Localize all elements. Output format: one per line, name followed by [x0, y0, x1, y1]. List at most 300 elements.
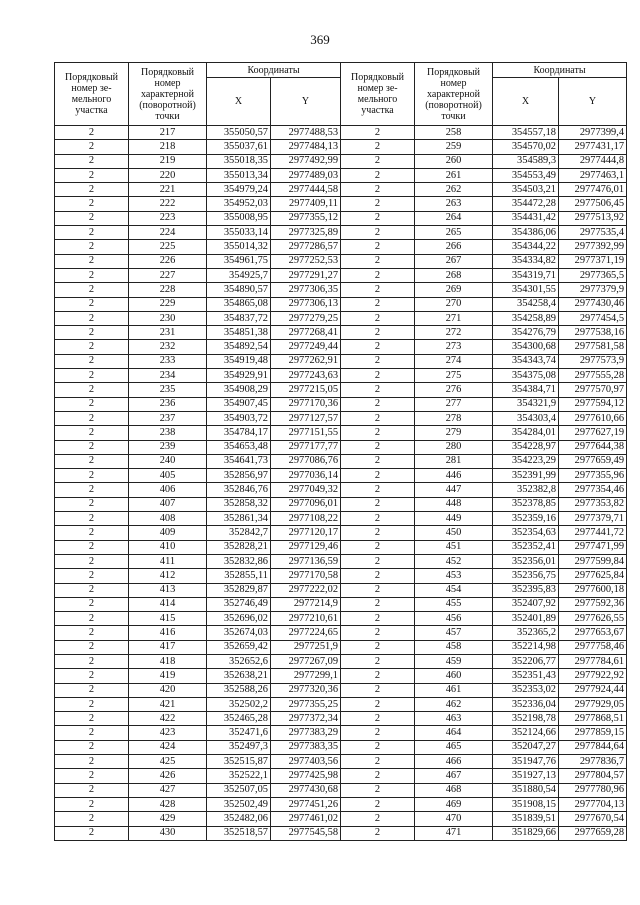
cell-coord-x: 352356,75 [493, 569, 559, 583]
table-row [55, 168, 627, 182]
cell-point-number: 238 [129, 426, 207, 440]
cell-point-number: 422 [129, 712, 207, 726]
cell-coord-y: 2977355,25 [271, 697, 341, 711]
cell-point-number: 269 [415, 283, 493, 297]
table-row [55, 797, 627, 811]
cell-parcel-number: 2 [55, 183, 129, 197]
cell-coord-y: 2977120,17 [271, 526, 341, 540]
cell-parcel-number: 2 [55, 383, 129, 397]
cell-coord-y: 2977570,97 [559, 383, 627, 397]
cell-coord-x: 354343,74 [493, 354, 559, 368]
cell-coord-y: 2977383,29 [271, 726, 341, 740]
cell-point-number: 416 [129, 626, 207, 640]
cell-point-number: 423 [129, 726, 207, 740]
cell-coord-x: 352855,11 [207, 569, 271, 583]
table-body [55, 126, 627, 841]
cell-point-number: 414 [129, 597, 207, 611]
cell-coord-x: 354223,29 [493, 454, 559, 468]
cell-parcel-number: 2 [341, 640, 415, 654]
cell-coord-x: 352365,2 [493, 626, 559, 640]
cell-coord-y: 2977096,01 [271, 497, 341, 511]
cell-coord-x: 352395,83 [493, 583, 559, 597]
cell-point-number: 239 [129, 440, 207, 454]
cell-point-number: 448 [415, 497, 493, 511]
cell-point-number: 224 [129, 226, 207, 240]
cell-point-number: 470 [415, 812, 493, 826]
cell-coord-y: 2977036,14 [271, 469, 341, 483]
table-row [55, 297, 627, 311]
cell-coord-y: 2977214,9 [271, 597, 341, 611]
cell-coord-x: 352674,03 [207, 626, 271, 640]
cell-point-number: 467 [415, 769, 493, 783]
cell-point-number: 274 [415, 354, 493, 368]
cell-coord-y: 2977355,96 [559, 469, 627, 483]
table-row [55, 268, 627, 282]
cell-coord-y: 2977506,45 [559, 197, 627, 211]
cell-coord-x: 354961,75 [207, 254, 271, 268]
cell-coord-y: 2977306,35 [271, 283, 341, 297]
cell-coord-y: 2977594,12 [559, 397, 627, 411]
cell-parcel-number: 2 [55, 712, 129, 726]
table-row [55, 826, 627, 840]
cell-coord-y: 2977430,68 [271, 783, 341, 797]
cell-coord-x: 352652,6 [207, 654, 271, 668]
cell-coord-y: 2977262,91 [271, 354, 341, 368]
cell-parcel-number: 2 [341, 126, 415, 140]
cell-parcel-number: 2 [55, 526, 129, 540]
cell-coord-y: 2977600,18 [559, 583, 627, 597]
table-row [55, 140, 627, 154]
cell-coord-x: 354284,01 [493, 426, 559, 440]
cell-parcel-number: 2 [55, 740, 129, 754]
cell-coord-x: 354908,29 [207, 383, 271, 397]
cell-parcel-number: 2 [341, 369, 415, 383]
table-row [55, 640, 627, 654]
cell-parcel-number: 2 [55, 626, 129, 640]
cell-point-number: 411 [129, 554, 207, 568]
table-row [55, 211, 627, 225]
header-x: X [207, 78, 271, 126]
cell-parcel-number: 2 [341, 340, 415, 354]
cell-coord-y: 2977108,22 [271, 512, 341, 526]
cell-coord-x: 352522,1 [207, 769, 271, 783]
cell-point-number: 409 [129, 526, 207, 540]
table-row [55, 683, 627, 697]
cell-point-number: 265 [415, 226, 493, 240]
cell-coord-y: 2977476,01 [559, 183, 627, 197]
header-y: Y [271, 78, 341, 126]
cell-parcel-number: 2 [341, 583, 415, 597]
cell-parcel-number: 2 [55, 554, 129, 568]
cell-point-number: 270 [415, 297, 493, 311]
cell-point-number: 263 [415, 197, 493, 211]
cell-coord-x: 354301,55 [493, 283, 559, 297]
cell-point-number: 413 [129, 583, 207, 597]
cell-point-number: 278 [415, 411, 493, 425]
cell-parcel-number: 2 [55, 769, 129, 783]
cell-coord-y: 2977444,8 [559, 154, 627, 168]
cell-coord-y: 2977454,5 [559, 311, 627, 325]
cell-coord-y: 2977441,72 [559, 526, 627, 540]
header-point-number: Порядковый номер характерной (поворотной) точки [129, 63, 207, 126]
cell-point-number: 451 [415, 540, 493, 554]
cell-coord-y: 2977573,9 [559, 354, 627, 368]
cell-coord-x: 352482,06 [207, 812, 271, 826]
cell-parcel-number: 2 [341, 712, 415, 726]
cell-parcel-number: 2 [55, 268, 129, 282]
table-row [55, 197, 627, 211]
cell-coord-y: 2977444,58 [271, 183, 341, 197]
cell-parcel-number: 2 [55, 369, 129, 383]
cell-coord-y: 2977461,02 [271, 812, 341, 826]
cell-coord-y: 2977136,59 [271, 554, 341, 568]
cell-coord-y: 2977581,58 [559, 340, 627, 354]
cell-coord-y: 2977929,05 [559, 697, 627, 711]
cell-parcel-number: 2 [55, 669, 129, 683]
cell-coord-x: 355050,57 [207, 126, 271, 140]
cell-parcel-number: 2 [55, 211, 129, 225]
cell-coord-y: 2977086,76 [271, 454, 341, 468]
cell-parcel-number: 2 [341, 554, 415, 568]
cell-point-number: 430 [129, 826, 207, 840]
cell-parcel-number: 2 [55, 126, 129, 140]
cell-parcel-number: 2 [341, 526, 415, 540]
cell-parcel-number: 2 [55, 283, 129, 297]
cell-coord-y: 2977365,5 [559, 268, 627, 282]
cell-coord-x: 354929,91 [207, 369, 271, 383]
table-row [55, 183, 627, 197]
cell-parcel-number: 2 [341, 311, 415, 325]
cell-coord-x: 352507,05 [207, 783, 271, 797]
cell-coord-x: 354589,3 [493, 154, 559, 168]
cell-coord-x: 351927,13 [493, 769, 559, 783]
table-row [55, 712, 627, 726]
cell-coord-y: 2977403,56 [271, 755, 341, 769]
cell-parcel-number: 2 [55, 454, 129, 468]
cell-coord-x: 352588,26 [207, 683, 271, 697]
cell-point-number: 460 [415, 669, 493, 683]
cell-coord-x: 354557,18 [493, 126, 559, 140]
cell-point-number: 458 [415, 640, 493, 654]
cell-parcel-number: 2 [341, 769, 415, 783]
cell-parcel-number: 2 [55, 497, 129, 511]
cell-parcel-number: 2 [55, 783, 129, 797]
cell-coord-y: 2977535,4 [559, 226, 627, 240]
cell-point-number: 261 [415, 168, 493, 182]
cell-coord-x: 354570,02 [493, 140, 559, 154]
cell-coord-y: 2977379,71 [559, 512, 627, 526]
cell-coord-x: 352828,21 [207, 540, 271, 554]
cell-parcel-number: 2 [341, 612, 415, 626]
cell-parcel-number: 2 [341, 326, 415, 340]
cell-point-number: 425 [129, 755, 207, 769]
cell-parcel-number: 2 [341, 683, 415, 697]
cell-coord-x: 351839,51 [493, 812, 559, 826]
cell-coord-y: 2977286,57 [271, 240, 341, 254]
cell-coord-y: 2977215,05 [271, 383, 341, 397]
cell-point-number: 272 [415, 326, 493, 340]
cell-point-number: 455 [415, 597, 493, 611]
cell-coord-y: 2977758,46 [559, 640, 627, 654]
cell-point-number: 452 [415, 554, 493, 568]
table-row [55, 254, 627, 268]
table-row [55, 669, 627, 683]
cell-parcel-number: 2 [341, 569, 415, 583]
cell-parcel-number: 2 [55, 583, 129, 597]
header-parcel-number-2: Порядковый номер зе-мельного участка [341, 63, 415, 126]
cell-point-number: 220 [129, 168, 207, 182]
cell-coord-x: 352391,99 [493, 469, 559, 483]
cell-coord-x: 352407,92 [493, 597, 559, 611]
coordinates-table [54, 62, 627, 841]
cell-coord-x: 352659,42 [207, 640, 271, 654]
cell-point-number: 235 [129, 383, 207, 397]
cell-parcel-number: 2 [341, 654, 415, 668]
cell-coord-y: 2977653,67 [559, 626, 627, 640]
cell-coord-x: 355014,32 [207, 240, 271, 254]
cell-coord-x: 354892,54 [207, 340, 271, 354]
table-row [55, 340, 627, 354]
cell-coord-y: 2977371,19 [559, 254, 627, 268]
cell-coord-x: 355013,34 [207, 168, 271, 182]
cell-point-number: 471 [415, 826, 493, 840]
cell-parcel-number: 2 [55, 226, 129, 240]
cell-coord-y: 2977268,41 [271, 326, 341, 340]
cell-point-number: 428 [129, 797, 207, 811]
header-x-2: X [493, 78, 559, 126]
cell-point-number: 449 [415, 512, 493, 526]
cell-coord-x: 352206,77 [493, 654, 559, 668]
cell-parcel-number: 2 [341, 812, 415, 826]
cell-coord-y: 2977210,61 [271, 612, 341, 626]
cell-parcel-number: 2 [55, 426, 129, 440]
table-row [55, 311, 627, 325]
cell-parcel-number: 2 [55, 154, 129, 168]
cell-point-number: 468 [415, 783, 493, 797]
cell-point-number: 230 [129, 311, 207, 325]
cell-coord-x: 352502,2 [207, 697, 271, 711]
cell-coord-y: 2977489,03 [271, 168, 341, 182]
cell-point-number: 227 [129, 268, 207, 282]
cell-coord-x: 354653,48 [207, 440, 271, 454]
cell-parcel-number: 2 [341, 383, 415, 397]
table-row [55, 554, 627, 568]
cell-coord-y: 2977243,63 [271, 369, 341, 383]
cell-coord-y: 2977392,99 [559, 240, 627, 254]
cell-point-number: 280 [415, 440, 493, 454]
table-row [55, 426, 627, 440]
cell-parcel-number: 2 [55, 755, 129, 769]
cell-coord-x: 352354,63 [493, 526, 559, 540]
cell-point-number: 276 [415, 383, 493, 397]
cell-coord-y: 2977425,98 [271, 769, 341, 783]
table-row [55, 769, 627, 783]
cell-coord-y: 2977267,09 [271, 654, 341, 668]
cell-parcel-number: 2 [55, 311, 129, 325]
cell-coord-x: 354903,72 [207, 411, 271, 425]
cell-parcel-number: 2 [55, 540, 129, 554]
cell-coord-y: 2977780,96 [559, 783, 627, 797]
table-header [55, 63, 627, 126]
cell-coord-x: 352359,16 [493, 512, 559, 526]
cell-coord-y: 2977922,92 [559, 669, 627, 683]
cell-coord-x: 354952,03 [207, 197, 271, 211]
header-y-2: Y [559, 78, 627, 126]
cell-coord-x: 354925,7 [207, 268, 271, 282]
cell-coord-y: 2977224,65 [271, 626, 341, 640]
cell-point-number: 410 [129, 540, 207, 554]
cell-coord-x: 352471,6 [207, 726, 271, 740]
cell-point-number: 234 [129, 369, 207, 383]
cell-parcel-number: 2 [341, 440, 415, 454]
cell-coord-y: 2977492,99 [271, 154, 341, 168]
cell-parcel-number: 2 [55, 812, 129, 826]
cell-coord-y: 2977625,84 [559, 569, 627, 583]
cell-coord-y: 2977513,92 [559, 211, 627, 225]
cell-parcel-number: 2 [55, 140, 129, 154]
cell-point-number: 457 [415, 626, 493, 640]
table-row [55, 411, 627, 425]
cell-coord-x: 354258,89 [493, 311, 559, 325]
cell-coord-y: 2977177,77 [271, 440, 341, 454]
cell-coord-y: 2977924,44 [559, 683, 627, 697]
cell-point-number: 420 [129, 683, 207, 697]
cell-coord-y: 2977291,27 [271, 268, 341, 282]
cell-point-number: 461 [415, 683, 493, 697]
cell-point-number: 221 [129, 183, 207, 197]
cell-parcel-number: 2 [341, 497, 415, 511]
cell-parcel-number: 2 [55, 640, 129, 654]
cell-coord-x: 352502,49 [207, 797, 271, 811]
cell-coord-y: 2977704,13 [559, 797, 627, 811]
cell-point-number: 228 [129, 283, 207, 297]
cell-point-number: 466 [415, 755, 493, 769]
cell-coord-x: 354907,45 [207, 397, 271, 411]
cell-coord-x: 352515,87 [207, 755, 271, 769]
cell-point-number: 273 [415, 340, 493, 354]
cell-parcel-number: 2 [55, 826, 129, 840]
cell-coord-y: 2977538,16 [559, 326, 627, 340]
table-row [55, 240, 627, 254]
cell-point-number: 266 [415, 240, 493, 254]
cell-coord-x: 352746,49 [207, 597, 271, 611]
cell-parcel-number: 2 [341, 397, 415, 411]
table-row [55, 740, 627, 754]
cell-parcel-number: 2 [341, 283, 415, 297]
table-row [55, 540, 627, 554]
cell-point-number: 447 [415, 483, 493, 497]
cell-point-number: 258 [415, 126, 493, 140]
cell-parcel-number: 2 [341, 426, 415, 440]
cell-parcel-number: 2 [55, 597, 129, 611]
table-row [55, 226, 627, 240]
cell-point-number: 233 [129, 354, 207, 368]
cell-coord-x: 352352,41 [493, 540, 559, 554]
cell-coord-y: 2977170,58 [271, 569, 341, 583]
cell-point-number: 259 [415, 140, 493, 154]
cell-point-number: 217 [129, 126, 207, 140]
table-row [55, 654, 627, 668]
cell-parcel-number: 2 [341, 626, 415, 640]
cell-coord-y: 2977049,32 [271, 483, 341, 497]
cell-point-number: 231 [129, 326, 207, 340]
cell-point-number: 462 [415, 697, 493, 711]
cell-point-number: 415 [129, 612, 207, 626]
cell-coord-x: 355018,35 [207, 154, 271, 168]
cell-coord-x: 352846,76 [207, 483, 271, 497]
cell-point-number: 225 [129, 240, 207, 254]
table-row [55, 726, 627, 740]
cell-parcel-number: 2 [55, 683, 129, 697]
cell-coord-y: 2977252,53 [271, 254, 341, 268]
cell-coord-x: 354258,4 [493, 297, 559, 311]
cell-coord-x: 352124,66 [493, 726, 559, 740]
table-row [55, 469, 627, 483]
cell-coord-x: 352378,85 [493, 497, 559, 511]
cell-point-number: 429 [129, 812, 207, 826]
table-row [55, 354, 627, 368]
cell-coord-x: 354979,24 [207, 183, 271, 197]
cell-coord-x: 352351,43 [493, 669, 559, 683]
cell-coord-y: 2977251,9 [271, 640, 341, 654]
cell-coord-y: 2977355,12 [271, 211, 341, 225]
cell-coord-y: 2977399,4 [559, 126, 627, 140]
cell-point-number: 279 [415, 426, 493, 440]
table-row [55, 597, 627, 611]
cell-parcel-number: 2 [55, 297, 129, 311]
cell-parcel-number: 2 [341, 240, 415, 254]
cell-parcel-number: 2 [55, 397, 129, 411]
cell-coord-x: 355008,95 [207, 211, 271, 225]
cell-parcel-number: 2 [55, 797, 129, 811]
cell-coord-x: 352696,02 [207, 612, 271, 626]
cell-point-number: 262 [415, 183, 493, 197]
cell-parcel-number: 2 [55, 569, 129, 583]
cell-coord-y: 2977844,64 [559, 740, 627, 754]
cell-coord-y: 2977320,36 [271, 683, 341, 697]
cell-point-number: 219 [129, 154, 207, 168]
header-point-number-2: Порядковый номер характерной (поворотной) точки [415, 63, 493, 126]
table-row [55, 397, 627, 411]
cell-parcel-number: 2 [341, 597, 415, 611]
cell-coord-y: 2977325,89 [271, 226, 341, 240]
cell-coord-y: 2977484,13 [271, 140, 341, 154]
cell-parcel-number: 2 [55, 240, 129, 254]
cell-coord-x: 352401,89 [493, 612, 559, 626]
cell-coord-y: 2977626,55 [559, 612, 627, 626]
table-row [55, 126, 627, 140]
table-row [55, 697, 627, 711]
cell-coord-x: 352858,32 [207, 497, 271, 511]
cell-coord-x: 352465,28 [207, 712, 271, 726]
cell-coord-x: 352336,04 [493, 697, 559, 711]
table-row [55, 569, 627, 583]
table-row [55, 326, 627, 340]
cell-parcel-number: 2 [341, 797, 415, 811]
cell-coord-x: 352518,57 [207, 826, 271, 840]
cell-coord-y: 2977804,57 [559, 769, 627, 783]
cell-point-number: 469 [415, 797, 493, 811]
cell-point-number: 412 [129, 569, 207, 583]
cell-point-number: 218 [129, 140, 207, 154]
cell-parcel-number: 2 [341, 512, 415, 526]
cell-coord-x: 352382,8 [493, 483, 559, 497]
cell-coord-y: 2977127,57 [271, 411, 341, 425]
cell-parcel-number: 2 [55, 440, 129, 454]
cell-point-number: 271 [415, 311, 493, 325]
cell-point-number: 424 [129, 740, 207, 754]
cell-point-number: 277 [415, 397, 493, 411]
